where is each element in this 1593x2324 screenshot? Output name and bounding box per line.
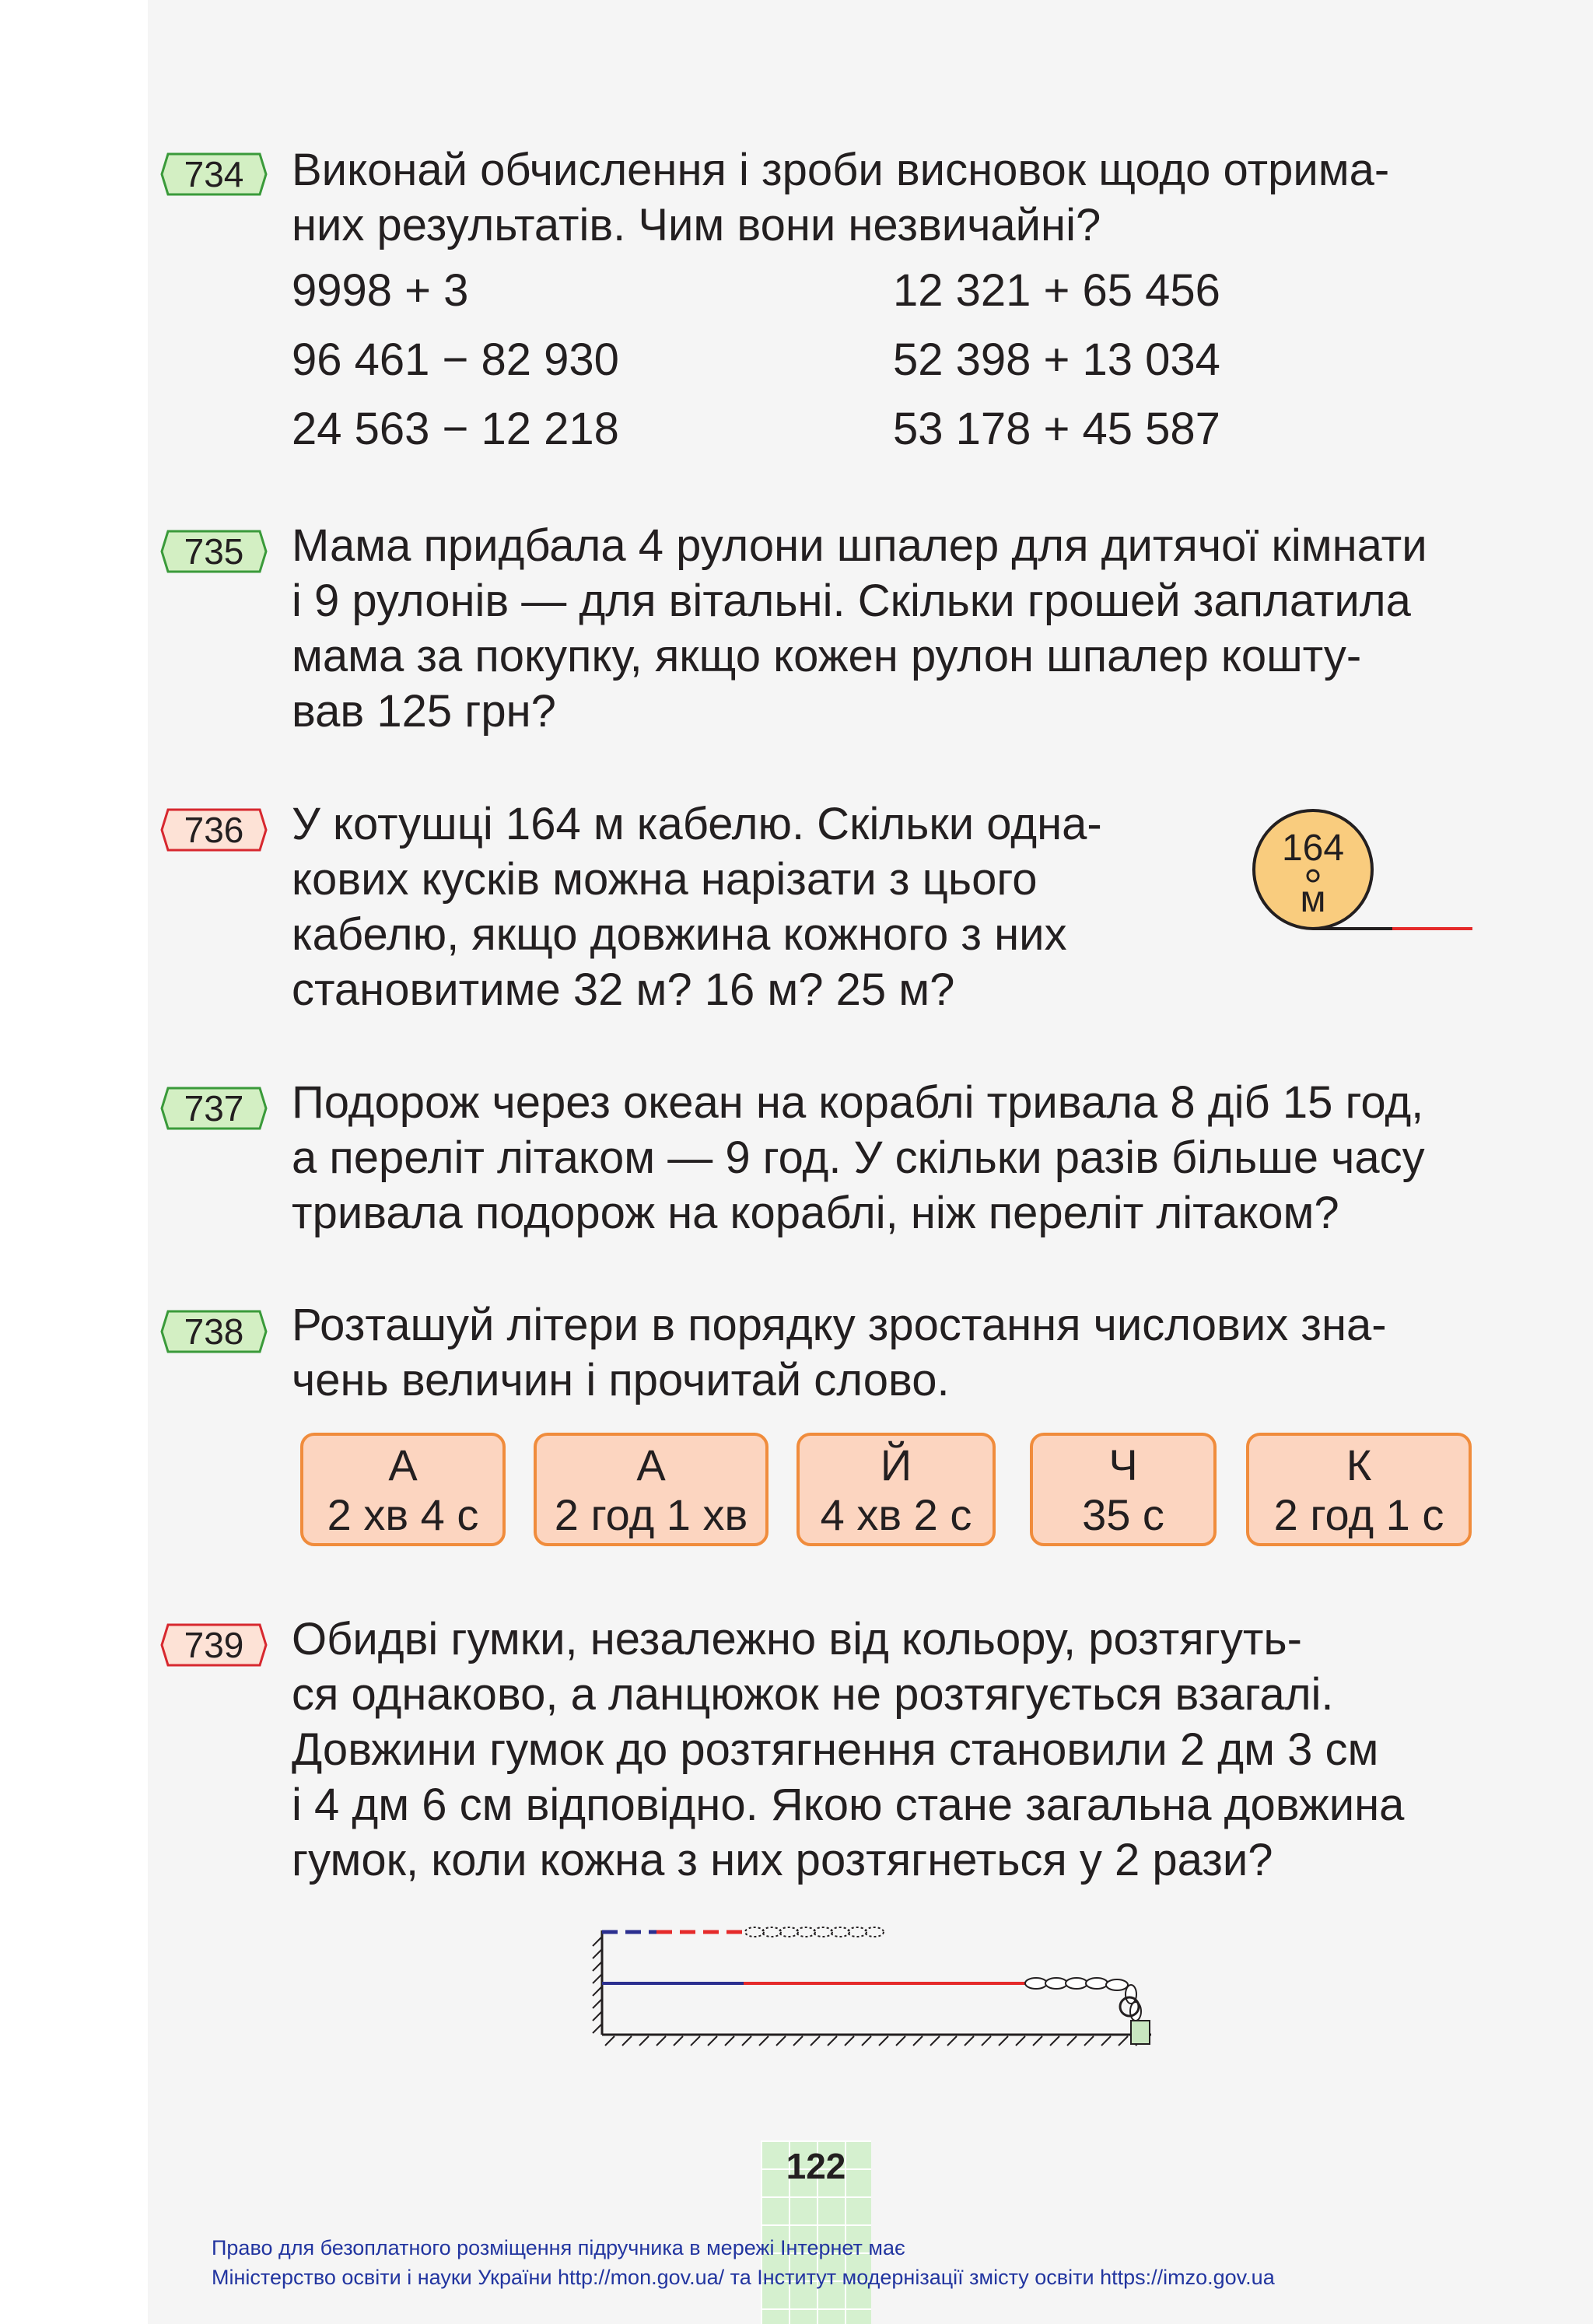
task-735-text: Мама придбала 4 рулони шпалер для дитячої кімнати і 9 рулонів — для вітальні. Скільки грошей заплатила мама за покупку, якщо кожен рулон шпалер кошту- вав 125 грн? [292,520,1427,737]
calc-left-2: 96 461 − 82 930 [292,334,619,385]
page-number: 122 [786,2146,846,2186]
letter-card-5 [1246,1433,1472,1546]
card-value: 2 год 1 хв [554,1490,748,1539]
card-value: 4 хв 2 с [820,1490,972,1539]
card-letter: А [636,1440,666,1489]
footer-line-1: Право для безоплатного розміщення підручника в мережі Інтернет має [212,2236,905,2259]
calc-left-3: 24 563 − 12 218 [292,404,619,454]
card-letter: Й [880,1440,912,1489]
footer-line-2: Міністерство освіти і науки України http://mon.gov.ua/ та Інститут модернізації змісту освіти https://imzo.gov.ua [212,2266,1275,2289]
calc-right-2: 52 398 + 13 034 [893,334,1220,385]
card-letter: К [1346,1440,1372,1489]
letter-card-1 [300,1433,506,1546]
card-value: 2 хв 4 с [327,1490,479,1539]
task-number-737: 737 [160,1087,268,1130]
coil-unit-label: м [1300,879,1326,920]
calc-right-3: 53 178 + 45 587 [893,404,1220,454]
task-738-text: Розташуй літери в порядку зростання числових зна- чень величин і прочитай слово. [292,1300,1387,1405]
task-734-text: Виконай обчислення і зроби висновок щодо отрима- них результатів. Чим вони незвичайні? [292,145,1390,250]
task-737-text: Подорож через океан на кораблі тривала 8 діб 15 год, а переліт літаком — 9 год. У скільки разів більше часу тривала подорож на кораблі, ніж переліт літаком? [292,1077,1425,1238]
task-number-734: 734 [160,152,268,196]
letter-card-4 [1030,1433,1217,1546]
coil-length-label: 164 [1281,828,1345,869]
letter-card-3 [796,1433,996,1546]
task-number-739: 739 [160,1623,268,1667]
task-number-736: 736 [160,808,268,852]
card-value: 35 с [1082,1490,1164,1539]
task-739-text: Обидві гумки, незалежно від кольору, розтягуть- ся однаково, а ланцюжок не розтягується взагалі. Довжини гумок до розтягнення становили 2 дм 3 см і 4 дм 6 см відповідно. Якою стане загальна довжина гумок, коли кожна з них розтягнеться у 2 рази? [292,1614,1405,1885]
rubber-bands-illustration [591,1921,1213,2069]
card-letter: А [388,1440,418,1489]
calc-left-1: 9998 + 3 [292,265,469,316]
calc-right-1: 12 321 + 65 456 [893,265,1220,316]
letter-card-2 [534,1433,768,1546]
task-736-text: У котушці 164 м кабелю. Скільки одна- кових кусків можна нарізати з цього кабелю, якщо довжина кожного з них становитиме 32 м? 16 м? 25 м? [292,799,1102,1015]
task-number-735: 735 [160,530,268,573]
task-number-738: 738 [160,1310,268,1353]
card-value: 2 год 1 с [1273,1490,1444,1539]
card-letter: Ч [1108,1440,1138,1489]
